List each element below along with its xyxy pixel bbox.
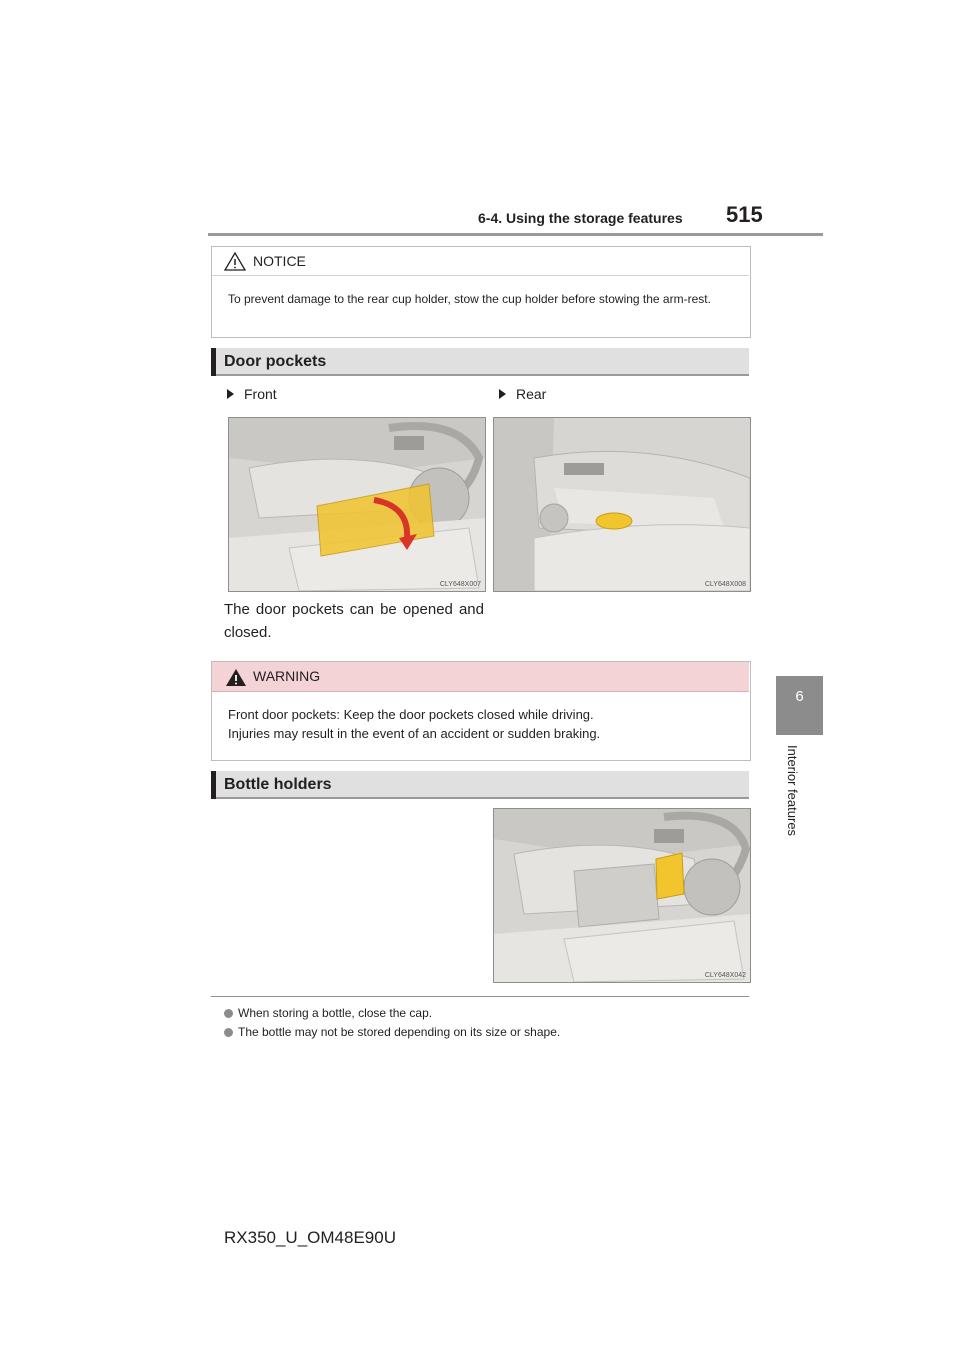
warning-text	[228, 705, 743, 743]
heading-accent	[211, 348, 216, 376]
notice-text: To prevent damage to the rear cup holder, stow the cup holder before stowing the arm-rest.	[228, 292, 711, 306]
page-number: 515	[726, 202, 763, 227]
rear-image-code: CLY648X008	[704, 581, 746, 588]
rear-label-row	[499, 386, 546, 402]
bullet-text: When storing a bottle, close the cap.	[238, 1006, 433, 1020]
bullet-dot-icon	[224, 1028, 233, 1037]
heading-accent	[211, 771, 216, 799]
bullet-dot-icon	[224, 1009, 233, 1018]
bottom-rule	[211, 996, 749, 997]
front-label-row	[227, 386, 277, 402]
notice-triangle-icon	[224, 251, 246, 271]
chapter-tab[interactable]	[776, 676, 823, 735]
front-door-pocket-image	[228, 417, 486, 592]
header-rule	[208, 233, 823, 236]
bottle-holder-image	[493, 808, 751, 983]
door-pockets-heading: Door pockets	[224, 353, 327, 370]
notice-title: NOTICE	[253, 253, 306, 269]
model-code: RX350_U_OM48E90U	[224, 1228, 396, 1247]
section-title: 6-4. Using the storage features	[478, 210, 683, 226]
arrow-right-icon	[499, 389, 506, 399]
warning-triangle-icon	[225, 667, 247, 687]
front-label: Front	[244, 386, 277, 402]
rear-door-pocket-image	[493, 417, 751, 592]
arrow-right-icon	[227, 389, 234, 399]
warning-line-1: Front door pockets: Keep the door pockets closed while driving.	[228, 707, 594, 722]
rear-label: Rear	[516, 386, 547, 402]
bullet-item	[224, 1006, 432, 1020]
door-pockets-description: The door pockets can be opened and closed.	[224, 601, 484, 641]
chapter-number: 6	[795, 688, 804, 705]
bottle-image-code: CLY648X042	[704, 972, 746, 979]
bullet-item	[224, 1025, 560, 1039]
warning-title: WARNING	[253, 668, 321, 684]
bullet-text: The bottle may not be stored depending on its size or shape.	[238, 1025, 561, 1039]
chapter-label: Interior features	[785, 745, 800, 837]
front-image-code: CLY648X007	[439, 581, 481, 588]
warning-line-2: Injuries may result in the event of an accident or sudden braking.	[228, 726, 601, 741]
bottle-holders-heading: Bottle holders	[224, 776, 332, 793]
